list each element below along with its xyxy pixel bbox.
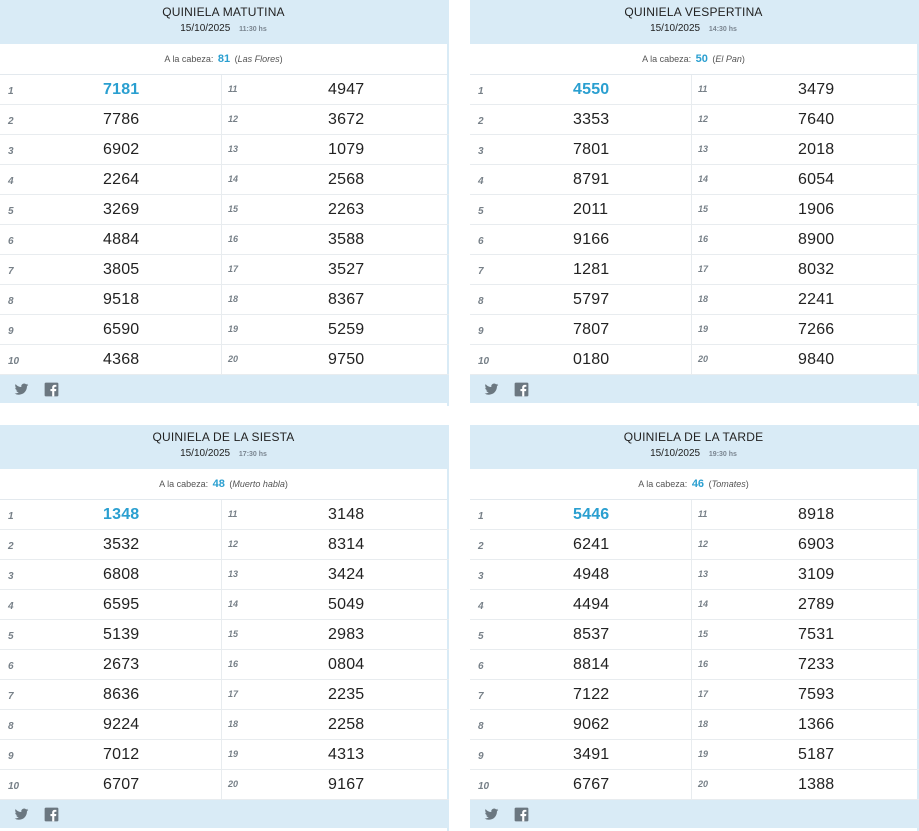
result-position: 6 <box>8 236 14 247</box>
result-number: 8636 <box>103 686 140 703</box>
result-cell <box>470 620 692 650</box>
result-number: 2264 <box>103 171 140 188</box>
result-number: 3491 <box>573 746 610 763</box>
result-position: 14 <box>698 599 709 609</box>
result-cell <box>692 680 919 710</box>
result-number: 6903 <box>798 536 835 553</box>
result-number: 2235 <box>328 686 365 703</box>
result-number: 3479 <box>798 81 835 98</box>
result-number: 9062 <box>573 716 610 733</box>
result-cell <box>470 285 692 315</box>
result-cell <box>222 105 449 135</box>
result-number: 2983 <box>328 626 365 643</box>
draw-time: 17:30 hs <box>238 451 267 458</box>
result-position: 15 <box>228 629 239 639</box>
result-position: 17 <box>228 264 239 274</box>
result-cell <box>470 105 692 135</box>
cabeza-number: 50 <box>695 53 708 65</box>
result-number: 9167 <box>328 776 365 793</box>
card-title: QUINIELA VESPERTINA <box>624 5 763 19</box>
result-position: 20 <box>228 779 239 789</box>
result-number: 3109 <box>798 566 835 583</box>
card-header <box>470 425 917 469</box>
result-number: 7801 <box>573 141 610 158</box>
result-cell <box>692 315 919 345</box>
result-number: 5139 <box>103 626 140 643</box>
result-cell <box>222 590 449 620</box>
result-position: 6 <box>8 661 14 672</box>
result-cell <box>692 255 919 285</box>
result-number: 2241 <box>798 291 835 308</box>
card-title: QUINIELA MATUTINA <box>162 5 285 19</box>
result-position: 16 <box>698 234 709 244</box>
result-position: 20 <box>698 779 709 789</box>
result-number: 3148 <box>328 506 365 523</box>
result-number: 3672 <box>328 111 365 128</box>
result-number: 8900 <box>798 231 835 248</box>
twitter-icon[interactable] <box>14 382 29 397</box>
facebook-icon[interactable] <box>44 382 59 397</box>
result-cell <box>470 135 692 165</box>
quiniela-card <box>470 0 919 406</box>
quiniela-card <box>0 0 449 406</box>
result-number: 6767 <box>573 776 610 793</box>
result-cell <box>222 345 449 375</box>
result-cell <box>470 195 692 225</box>
result-number: 2258 <box>328 716 365 733</box>
result-cell <box>692 285 919 315</box>
cabeza-number: 46 <box>691 478 705 490</box>
result-number: 7233 <box>798 656 835 673</box>
result-position: 11 <box>698 84 708 94</box>
result-position: 4 <box>8 176 14 187</box>
result-cell <box>692 165 919 195</box>
quiniela-card <box>470 425 919 831</box>
cabeza-line: A la cabeza: 81 (Las Flores) <box>0 44 447 75</box>
result-position: 10 <box>8 781 20 792</box>
result-number: 9750 <box>328 351 365 368</box>
result-position: 3 <box>478 571 484 582</box>
quiniela-card <box>0 425 449 831</box>
result-position: 18 <box>228 294 239 304</box>
result-number: 3527 <box>328 261 365 278</box>
cabeza-meaning: El Pan <box>715 54 742 64</box>
result-position: 5 <box>478 206 484 217</box>
result-position: 3 <box>8 571 14 582</box>
facebook-icon[interactable] <box>514 807 529 822</box>
result-position: 1 <box>8 86 14 97</box>
result-position: 4 <box>8 601 14 612</box>
result-position: 5 <box>478 631 484 642</box>
result-cell <box>0 620 222 650</box>
result-cell <box>0 500 222 530</box>
result-cell <box>222 285 449 315</box>
result-position: 7 <box>8 691 14 702</box>
twitter-icon[interactable] <box>484 382 499 397</box>
result-cell <box>470 650 692 680</box>
result-number: 2018 <box>798 141 835 158</box>
result-cell <box>0 345 222 375</box>
result-cell <box>222 770 449 800</box>
result-position: 14 <box>698 174 709 184</box>
result-cell <box>692 590 919 620</box>
result-cell <box>692 135 919 165</box>
facebook-icon[interactable] <box>514 382 529 397</box>
result-number: 4368 <box>103 351 140 368</box>
result-number: 8032 <box>798 261 835 278</box>
result-number: 2011 <box>573 201 609 218</box>
result-cell <box>692 650 919 680</box>
result-number: 7266 <box>798 321 835 338</box>
result-position: 8 <box>478 296 484 307</box>
result-cell <box>222 195 449 225</box>
draw-date: 15/10/2025 <box>650 448 701 459</box>
result-number: 6054 <box>798 171 835 188</box>
result-cell <box>0 105 222 135</box>
result-cell <box>0 680 222 710</box>
draw-time: 14:30 hs <box>708 26 737 33</box>
result-number: 6707 <box>103 776 140 793</box>
result-position: 18 <box>228 719 239 729</box>
result-number: 1906 <box>798 201 835 218</box>
card-header <box>0 425 447 469</box>
result-position: 10 <box>8 356 20 367</box>
result-number: 4947 <box>328 81 365 98</box>
result-cell <box>0 195 222 225</box>
card-title: QUINIELA DE LA SIESTA <box>152 430 295 444</box>
result-position: 2 <box>478 116 484 127</box>
share-bar <box>470 800 917 828</box>
result-number: 6808 <box>103 566 140 583</box>
result-number: 0804 <box>328 656 365 673</box>
cabeza-meaning: Las Flores <box>237 54 280 64</box>
result-number: 8367 <box>328 291 365 308</box>
twitter-icon[interactable] <box>484 807 499 822</box>
share-bar <box>470 375 917 403</box>
result-cell <box>222 165 449 195</box>
result-number: 5049 <box>328 596 365 613</box>
winning-number: 7181 <box>103 81 140 98</box>
result-position: 9 <box>478 326 484 337</box>
result-position: 6 <box>478 236 484 247</box>
result-number: 7012 <box>103 746 140 763</box>
result-position: 8 <box>8 721 14 732</box>
result-position: 18 <box>698 294 709 304</box>
result-number: 3588 <box>328 231 365 248</box>
result-position: 7 <box>478 266 484 277</box>
result-cell <box>470 560 692 590</box>
results-grid <box>470 75 917 375</box>
result-position: 2 <box>8 541 14 552</box>
result-number: 7640 <box>798 111 835 128</box>
result-position: 17 <box>228 689 239 699</box>
result-number: 3532 <box>103 536 140 553</box>
result-cell <box>692 75 919 105</box>
result-cell <box>692 740 919 770</box>
result-number: 3424 <box>328 566 365 583</box>
result-cell <box>222 710 449 740</box>
result-position: 15 <box>698 629 709 639</box>
result-number: 1388 <box>798 776 835 793</box>
result-number: 2673 <box>103 656 140 673</box>
result-number: 9518 <box>103 291 140 308</box>
result-cell <box>0 590 222 620</box>
result-cell <box>222 560 449 590</box>
result-cell <box>222 225 449 255</box>
result-position: 20 <box>698 354 709 364</box>
result-number: 3805 <box>103 261 140 278</box>
results-grid <box>470 500 917 800</box>
result-number: 3353 <box>573 111 610 128</box>
result-cell <box>0 560 222 590</box>
result-cell <box>470 75 692 105</box>
result-number: 4494 <box>573 596 610 613</box>
result-number: 8918 <box>798 506 835 523</box>
card-datetime <box>470 23 917 36</box>
result-position: 16 <box>228 659 239 669</box>
result-number: 3269 <box>103 201 140 218</box>
result-cell <box>470 680 692 710</box>
cabeza-label: A la cabeza: <box>164 54 214 64</box>
result-position: 19 <box>228 749 239 759</box>
result-position: 1 <box>478 86 484 97</box>
result-position: 4 <box>478 601 484 612</box>
card-datetime <box>0 23 447 36</box>
result-cell <box>222 740 449 770</box>
winning-number: 4550 <box>573 81 610 98</box>
result-cell <box>0 135 222 165</box>
cabeza-line: A la cabeza: 46 (Tomates) <box>470 469 917 500</box>
result-cell <box>470 500 692 530</box>
cabeza-label: A la cabeza: <box>159 479 209 489</box>
twitter-icon[interactable] <box>14 807 29 822</box>
result-cell <box>470 225 692 255</box>
result-position: 10 <box>478 781 490 792</box>
cabeza-meaning: Tomates <box>711 479 746 489</box>
result-position: 13 <box>698 144 709 154</box>
result-cell <box>692 105 919 135</box>
result-position: 18 <box>698 719 709 729</box>
result-cell <box>470 345 692 375</box>
result-cell <box>0 165 222 195</box>
result-cell <box>470 530 692 560</box>
facebook-icon[interactable] <box>44 807 59 822</box>
result-cell <box>692 500 919 530</box>
result-cell <box>0 225 222 255</box>
result-cell <box>0 530 222 560</box>
result-position: 9 <box>478 751 484 762</box>
result-position: 1 <box>8 511 14 522</box>
result-position: 6 <box>478 661 484 672</box>
result-position: 12 <box>228 539 239 549</box>
result-number: 7807 <box>573 321 610 338</box>
result-position: 8 <box>8 296 14 307</box>
result-position: 15 <box>698 204 709 214</box>
result-number: 5797 <box>573 291 610 308</box>
result-position: 14 <box>228 174 239 184</box>
result-cell <box>222 680 449 710</box>
result-cell <box>0 75 222 105</box>
result-number: 9840 <box>798 351 835 368</box>
results-grid <box>0 500 447 800</box>
result-cell <box>692 195 919 225</box>
draw-time: 11:30 hs <box>239 26 267 33</box>
result-cell <box>0 315 222 345</box>
result-position: 7 <box>8 266 14 277</box>
result-cell <box>692 560 919 590</box>
result-position: 12 <box>228 114 239 124</box>
result-number: 1079 <box>328 141 365 158</box>
result-number: 6902 <box>103 141 140 158</box>
result-cell <box>222 650 449 680</box>
results-grid <box>0 75 447 375</box>
card-datetime <box>0 448 447 461</box>
result-position: 13 <box>228 569 239 579</box>
result-position: 17 <box>698 689 709 699</box>
cabeza-label: A la cabeza: <box>642 54 692 64</box>
result-cell <box>222 620 449 650</box>
cabeza-label: A la cabeza: <box>638 479 688 489</box>
card-title: QUINIELA DE LA TARDE <box>623 430 764 444</box>
result-number: 2263 <box>328 201 365 218</box>
result-position: 15 <box>228 204 239 214</box>
result-cell <box>222 75 449 105</box>
result-cell <box>222 500 449 530</box>
result-position: 8 <box>478 721 484 732</box>
result-position: 9 <box>8 751 14 762</box>
result-cell <box>692 620 919 650</box>
result-number: 2789 <box>798 596 835 613</box>
result-number: 6595 <box>103 596 140 613</box>
result-cell <box>470 590 692 620</box>
result-position: 19 <box>228 324 239 334</box>
result-position: 12 <box>698 114 709 124</box>
result-cell <box>0 740 222 770</box>
result-cell <box>692 530 919 560</box>
result-number: 9166 <box>573 231 610 248</box>
result-position: 19 <box>698 749 709 759</box>
result-cell <box>0 770 222 800</box>
result-cell <box>692 225 919 255</box>
result-number: 6590 <box>103 321 140 338</box>
result-number: 5259 <box>328 321 365 338</box>
result-position: 12 <box>698 539 709 549</box>
cabeza-line: A la cabeza: 48 (Muerto habla) <box>0 469 447 500</box>
result-position: 17 <box>698 264 709 274</box>
result-cell <box>470 255 692 285</box>
share-bar <box>0 375 447 403</box>
result-position: 19 <box>698 324 709 334</box>
result-position: 20 <box>228 354 239 364</box>
result-position: 13 <box>698 569 709 579</box>
result-number: 4884 <box>103 231 140 248</box>
result-number: 0180 <box>573 351 610 368</box>
result-cell <box>222 135 449 165</box>
result-number: 8791 <box>573 171 610 188</box>
result-position: 9 <box>8 326 14 337</box>
result-position: 10 <box>478 356 490 367</box>
result-cell <box>470 165 692 195</box>
winning-number: 1348 <box>103 506 140 523</box>
result-position: 2 <box>8 116 14 127</box>
result-cell <box>470 740 692 770</box>
result-number: 7593 <box>798 686 835 703</box>
result-number: 8814 <box>573 656 610 673</box>
result-number: 5187 <box>798 746 835 763</box>
result-number: 8537 <box>573 626 610 643</box>
result-position: 2 <box>478 541 484 552</box>
result-cell <box>470 315 692 345</box>
cabeza-number: 81 <box>217 53 231 65</box>
result-cell <box>692 345 919 375</box>
result-number: 7531 <box>798 626 835 643</box>
cabeza-meaning: Muerto habla <box>232 479 285 489</box>
draw-date: 15/10/2025 <box>180 23 231 34</box>
result-cell <box>222 530 449 560</box>
result-position: 16 <box>698 659 709 669</box>
cabeza-number: 48 <box>212 478 225 490</box>
share-bar <box>0 800 447 828</box>
result-position: 11 <box>228 509 238 519</box>
result-number: 7122 <box>573 686 610 703</box>
result-position: 4 <box>478 176 484 187</box>
winning-number: 5446 <box>573 506 610 523</box>
result-number: 2568 <box>328 171 365 188</box>
result-cell <box>470 710 692 740</box>
result-number: 7786 <box>103 111 140 128</box>
result-cell <box>470 770 692 800</box>
draw-date: 15/10/2025 <box>180 448 231 459</box>
result-cell <box>0 710 222 740</box>
card-header <box>470 0 917 44</box>
result-position: 5 <box>8 631 14 642</box>
result-cell <box>0 255 222 285</box>
result-cell <box>692 770 919 800</box>
result-number: 1281 <box>573 261 610 278</box>
cabeza-line: A la cabeza: 50 (El Pan) <box>470 44 917 75</box>
result-cell <box>222 315 449 345</box>
result-number: 9224 <box>103 716 140 733</box>
draw-time: 19:30 hs <box>708 451 737 458</box>
result-cell <box>0 650 222 680</box>
result-position: 7 <box>478 691 484 702</box>
result-number: 6241 <box>573 536 610 553</box>
result-position: 5 <box>8 206 14 217</box>
result-position: 1 <box>478 511 484 522</box>
result-number: 4948 <box>573 566 610 583</box>
result-position: 13 <box>228 144 239 154</box>
result-position: 14 <box>228 599 239 609</box>
result-number: 4313 <box>328 746 365 763</box>
result-number: 1366 <box>798 716 835 733</box>
result-cell <box>222 255 449 285</box>
result-position: 11 <box>698 509 708 519</box>
result-position: 16 <box>228 234 239 244</box>
card-datetime <box>470 448 917 461</box>
result-position: 3 <box>478 146 484 157</box>
result-number: 8314 <box>328 536 365 553</box>
result-cell <box>0 285 222 315</box>
result-cell <box>692 710 919 740</box>
result-position: 11 <box>228 84 238 94</box>
draw-date: 15/10/2025 <box>650 23 701 34</box>
result-position: 3 <box>8 146 14 157</box>
card-header <box>0 0 447 44</box>
